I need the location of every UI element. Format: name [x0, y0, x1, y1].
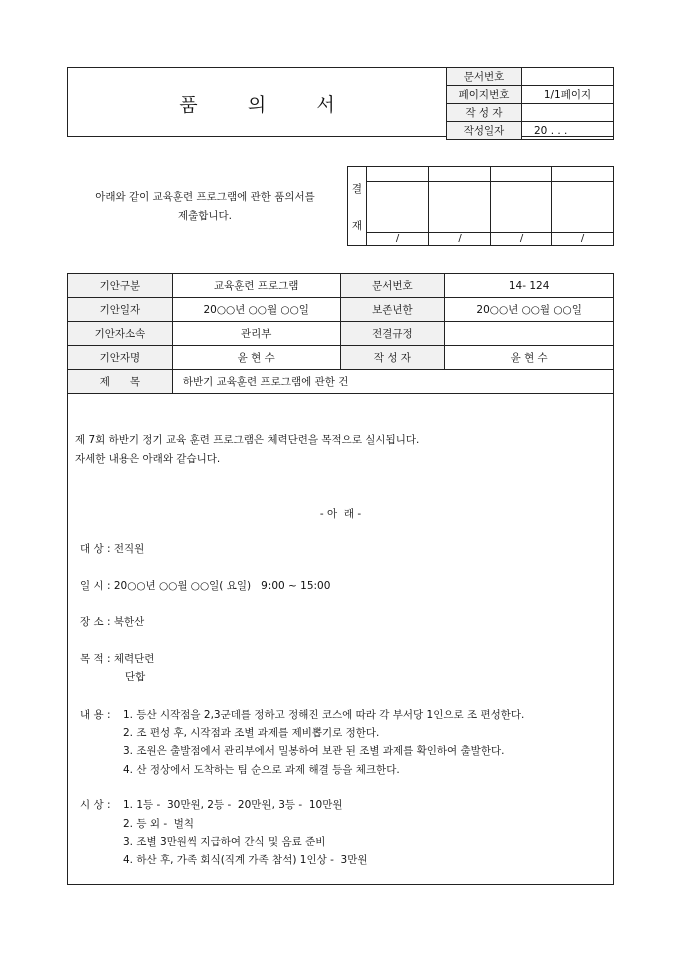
purpose-line: 단합: [125, 671, 146, 683]
intro-text: [75, 188, 335, 226]
document-title: [67, 90, 447, 117]
subject-label: 제 목: [68, 370, 173, 394]
meta-label: 문서번호: [447, 68, 522, 86]
draft-date-value: 20○○년 ○○월 ○○일: [172, 298, 340, 322]
approval-label: 재: [351, 220, 363, 232]
info-label: 문서번호: [340, 274, 445, 298]
award-item: 2. 등 외 - 벌칙: [123, 818, 195, 830]
below-heading: - 아 래 -: [319, 508, 362, 520]
delegation-value: [445, 322, 614, 346]
info-label: 보존년한: [340, 298, 445, 322]
title-char: 의: [247, 94, 267, 116]
meta-label: 페이지번호: [447, 86, 522, 104]
approval-date-slash: /: [395, 233, 400, 244]
award-item: 4. 하산 후, 가족 회식(직계 가족 참석) 1인상 - 3만원: [123, 854, 368, 866]
content-item: 3. 조원은 출발점에서 관리부에서 밀봉하여 보관 된 조별 과제를 확인하여 출발한다.: [123, 745, 505, 757]
document-meta-table: [446, 67, 614, 140]
meta-label: 작 성 자: [447, 104, 522, 122]
approval-date-slash: /: [458, 233, 462, 244]
title-char: 품: [179, 94, 198, 116]
award-item: 3. 조별 3만원씩 지급하여 간식 및 음료 준비: [123, 836, 326, 848]
date-value: 20 . . .: [522, 122, 614, 140]
author-value: [522, 104, 614, 122]
doc-number-value: 14- 124: [445, 274, 614, 298]
subject-value: 하반기 교육훈련 프로그램에 관한 건: [172, 370, 613, 394]
target-line: 대 상 : 전직원: [80, 543, 145, 555]
body-paragraph: 자세한 내용은 아래와 같습니다.: [75, 453, 221, 465]
content-item: 2. 조 편성 후, 시작점과 조별 과제를 제비뽑기로 정한다.: [123, 727, 380, 739]
info-label: 기안자소속: [68, 322, 173, 346]
purpose-line: 목 적 : 체력단련: [80, 653, 155, 665]
approval-label: 결: [351, 183, 363, 195]
body-paragraph: 제 7회 하반기 정기 교육 훈련 프로그램은 체력단련을 목적으로 실시됩니다.: [75, 434, 420, 446]
content-item: 1. 등산 시작점을 2,3군데를 정하고 정해진 코스에 따라 각 부서당 1인으로 조 편성한다.: [123, 709, 525, 721]
approval-divider: [366, 181, 613, 182]
department-value: 관리부: [172, 322, 340, 346]
info-label: 기안일자: [68, 298, 173, 322]
retention-value: 20○○년 ○○월 ○○일: [445, 298, 614, 322]
place-line: 장 소 : 북한산: [80, 616, 145, 628]
approval-label-column: [348, 167, 367, 245]
document-info-table: [67, 273, 614, 394]
author-name-value: 윤 현 수: [445, 346, 614, 370]
meta-label: 작성일자: [447, 122, 522, 140]
datetime-line: 일 시 : 20○○년 ○○월 ○○일( 요일) 9:00 ~ 15:00: [80, 580, 331, 592]
info-label: 기안구분: [68, 274, 173, 298]
doc-number-value: [522, 68, 614, 86]
draft-type-value: 교육훈련 프로그램: [172, 274, 340, 298]
award-label: 시 상 :: [80, 799, 111, 811]
intro-line: 아래와 같이 교육훈련 프로그램에 관한 품의서를: [95, 191, 315, 203]
intro-line: 제출합니다.: [177, 210, 233, 222]
approval-date-slash: /: [519, 233, 524, 244]
award-item: 1. 1등 - 30만원, 2등 - 20만원, 3등 - 10만원: [123, 799, 343, 811]
title-char: 서: [316, 94, 335, 116]
page-number-value: 1/1페이지: [522, 86, 614, 104]
content-item: 4. 산 정상에서 도착하는 팀 순으로 과제 해결 등을 체크한다.: [123, 764, 400, 776]
info-label: 전결규정: [340, 322, 445, 346]
info-label: 작 성 자: [340, 346, 445, 370]
drafter-name-value: 윤 현 수: [172, 346, 340, 370]
content-label: 내 용 :: [80, 709, 111, 721]
approval-date-slash: /: [580, 233, 585, 244]
info-label: 기안자명: [68, 346, 173, 370]
approval-box: [347, 166, 614, 246]
